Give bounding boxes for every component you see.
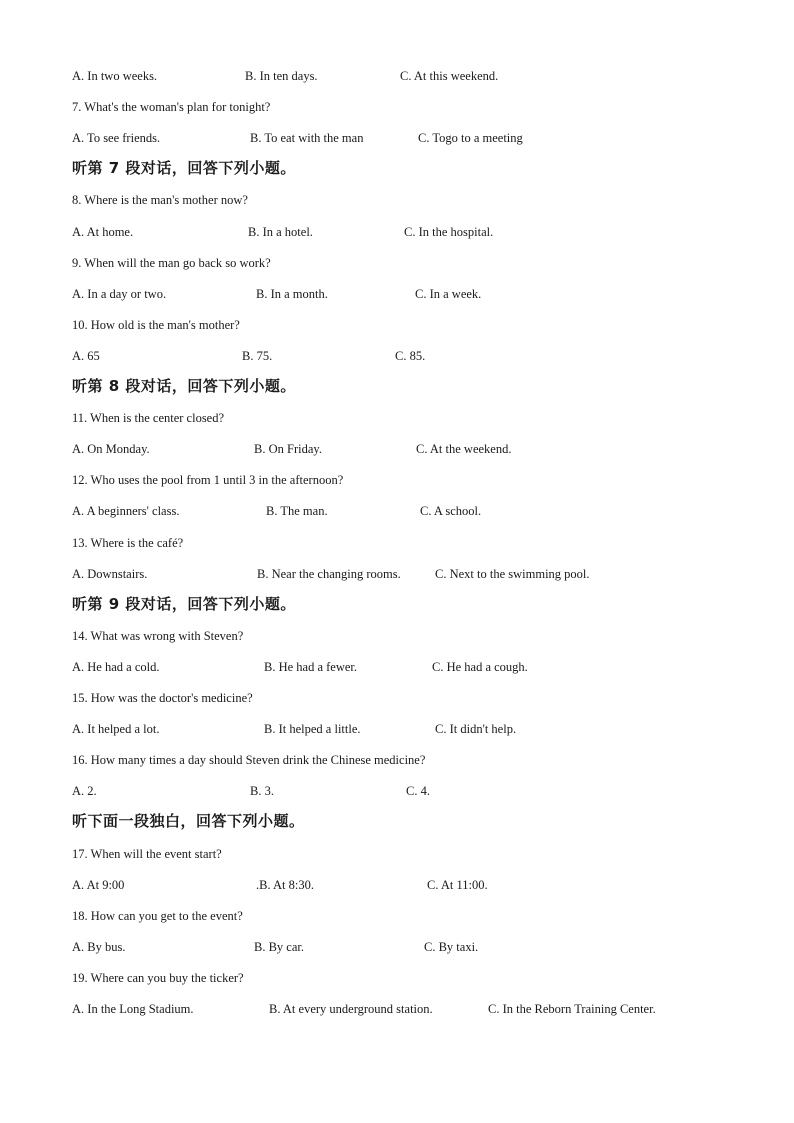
answer-option-c: C. He had a cough. — [432, 660, 528, 674]
answer-option-c: C. Togo to a meeting — [418, 131, 523, 145]
answer-option-b: B. 75. — [242, 349, 273, 363]
answer-option-a: A. By bus. — [72, 940, 126, 954]
answer-option-a: A. In the Long Stadium. — [72, 1002, 194, 1016]
question-text: 15. How was the doctor's medicine? — [72, 691, 253, 705]
answer-option-b: .B. At 8:30. — [256, 878, 314, 892]
answer-option-c: C. It didn't help. — [435, 722, 517, 736]
answer-option-c: C. In a week. — [415, 287, 482, 301]
question-text: 18. How can you get to the event? — [72, 909, 243, 923]
answer-option-a: A. At 9:00 — [72, 878, 125, 892]
question-text: 14. What was wrong with Steven? — [72, 629, 244, 643]
answer-option-b: B. To eat with the man — [250, 131, 364, 145]
answer-option-b: B. Near the changing rooms. — [257, 567, 401, 581]
question-text: 19. Where can you buy the ticker? — [72, 971, 244, 985]
answer-option-b: B. By car. — [254, 940, 304, 954]
section-heading: 听第 9 段对话，回答下列小题。 — [72, 595, 296, 613]
answer-option-a: A. He had a cold. — [72, 660, 160, 674]
question-text: 16. How many times a day should Steven drink the Chinese medicine? — [72, 753, 426, 767]
answer-option-b: B. It helped a little. — [264, 722, 361, 736]
question-text: 9. When will the man go back so work? — [72, 256, 271, 270]
answer-option-a: A. It helped a lot. — [72, 722, 160, 736]
question-text: 10. How old is the man's mother? — [72, 318, 240, 332]
answer-option-c: C. At the weekend. — [416, 442, 512, 456]
answer-option-a: A. 2. — [72, 784, 97, 798]
answer-option-b: B. In a month. — [256, 287, 328, 301]
section-heading: 听第 8 段对话，回答下列小题。 — [72, 377, 296, 395]
question-text: 8. Where is the man's mother now? — [72, 193, 248, 207]
answer-option-b: B. In a hotel. — [248, 225, 313, 239]
answer-option-b: B. He had a fewer. — [264, 660, 358, 674]
answer-option-b: B. On Friday. — [254, 442, 322, 456]
answer-option-a: A. 65 — [72, 349, 100, 363]
answer-option-b: B. 3. — [250, 784, 274, 798]
answer-option-c: C. A school. — [420, 504, 482, 518]
answer-option-c: C. 85. — [395, 349, 426, 363]
answer-option-a: A. At home. — [72, 225, 134, 239]
answer-option-b: B. At every underground station. — [269, 1002, 433, 1016]
answer-option-a: A. In two weeks. — [72, 69, 158, 83]
answer-option-c: C. At this weekend. — [400, 69, 499, 83]
answer-option-a: A. Downstairs. — [72, 567, 148, 581]
answer-option-c: C. At 11:00. — [427, 878, 488, 892]
question-text: 17. When will the event start? — [72, 847, 222, 861]
answer-option-b: B. In ten days. — [245, 69, 318, 83]
answer-option-a: A. A beginners' class. — [72, 504, 180, 518]
question-text: 11. When is the center closed? — [72, 411, 225, 425]
answer-option-a: A. To see friends. — [72, 131, 161, 145]
question-text: 7. What's the woman's plan for tonight? — [72, 100, 271, 114]
answer-option-b: B. The man. — [266, 504, 328, 518]
section-heading: 听下面一段独白，回答下列小题。 — [72, 812, 305, 830]
answer-option-c: C. By taxi. — [424, 940, 479, 954]
answer-option-c: C. 4. — [406, 784, 430, 798]
question-text: 13. Where is the café? — [72, 536, 184, 550]
answer-option-a: A. On Monday. — [72, 442, 150, 456]
section-heading: 听第 7 段对话，回答下列小题。 — [72, 159, 296, 177]
answer-option-c: C. In the hospital. — [404, 225, 494, 239]
answer-option-a: A. In a day or two. — [72, 287, 167, 301]
answer-option-c: C. Next to the swimming pool. — [435, 567, 590, 581]
question-text: 12. Who uses the pool from 1 until 3 in the afternoon? — [72, 473, 344, 487]
answer-option-c: C. In the Reborn Training Center. — [488, 1002, 656, 1016]
